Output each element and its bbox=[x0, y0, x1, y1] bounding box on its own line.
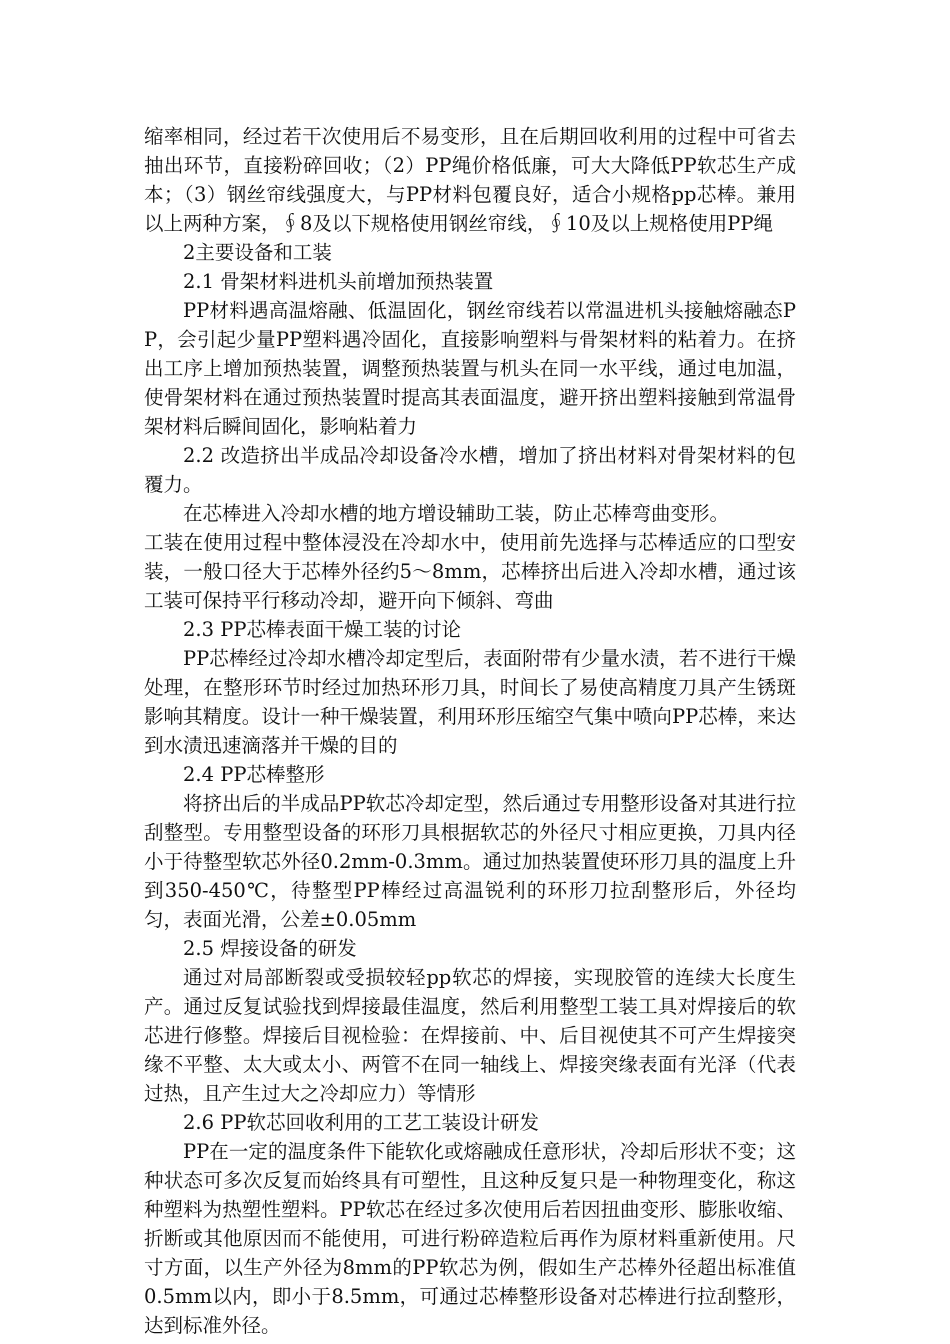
paragraph-auxiliary-tooling: 在芯棒进入冷却水槽的地方增设辅助工装，防止芯棒弯曲变形。 bbox=[183, 502, 730, 525]
paragraph-recycling: PP在一定的温度条件下能软化或熔融成任意形状，冷却后形状不变；这种状态可多次反复而始终具有可塑性，且这种反复只是一种物理变化，称这种塑料为热塑性塑料。PP软芯在经过多次使用后若因扭曲变形、膨胀收缩、折断或其他原因而不能使用，可进行粉碎造粒后再作为原材料重新使用。尺寸方面，以生产外径为8mm的PP软芯为例，假如生产芯棒外径超出标准值0.5mm以内，即小于8.5mm，可通过芯棒整形设备对芯棒进行拉刮整形，达到标准外径。 bbox=[144, 1140, 796, 1337]
paragraph-preheat: PP材料遇高温熔融、低温固化，钢丝帘线若以常温进机头接触熔融态PP，会引起少量PP塑料遇冷固化，直接影响塑料与骨架材料的粘着力。在挤出工序上增加预热装置，调整预热装置与机头在同一水平线，通过电加温，使骨架材料在通过预热装置时提高其表面温度，避开挤出塑料接触到常温骨架材料后瞬间固化，影响粘着力 bbox=[144, 299, 796, 438]
paragraph-tooling-usage: 工装在使用过程中整体浸没在冷却水中，使用前先选择与芯棒适应的口型安装，一般口径大于芯棒外径约5～8mm，芯棒挤出后进入冷却水槽，通过该工装可保持平行移动冷却，避开向下倾斜、弯曲 bbox=[144, 531, 796, 612]
section-heading-2-3: 2.3 PP芯棒表面干燥工装的讨论 bbox=[183, 618, 461, 641]
paragraph-continuation: 缩率相同，经过若干次使用后不易变形，且在后期回收利用的过程中可省去抽出环节，直接粉碎回收；（2）PP绳价格低廉，可大大降低PP软芯生产成本；（3）钢丝帘线强度大，与PP材料包覆良好，适合小规格pp芯棒。兼用以上两种方案，∮8及以下规格使用钢丝帘线，∮10及以上规格使用PP绳 bbox=[144, 125, 796, 235]
section-heading-2-2: 2.2 改造挤出半成品冷却设备冷水槽，增加了挤出材料对骨架材料的包覆力。 bbox=[144, 444, 796, 496]
document-body bbox=[144, 122, 796, 1340]
section-heading-2-4: 2.4 PP芯棒整形 bbox=[183, 763, 325, 786]
section-heading-2-1: 2.1 骨架材料进机头前增加预热装置 bbox=[183, 270, 494, 293]
paragraph-shaping: 将挤出后的半成品PP软芯冷却定型，然后通过专用整形设备对其进行拉刮整型。专用整型设备的环形刀具根据软芯的外径尺寸相应更换，刀具内径小于待整型软芯外径0.2mm-0.3mm。通过加热装置使环形刀具的温度上升到350-450℃，待整型PP棒经过高温锐利的环形刀拉刮整形后，外径均匀，表面光滑，公差±0.05mm bbox=[144, 792, 796, 931]
paragraph-drying: PP芯棒经过冷却水槽冷却定型后，表面附带有少量水渍，若不进行干燥处理，在整形环节时经过加热环形刀具，时间长了易使高精度刀具产生锈斑影响其精度。设计一种干燥装置，利用环形压缩空气集中喷向PP芯棒，来达到水渍迅速滴落并干燥的目的 bbox=[144, 647, 796, 757]
section-heading-2-6: 2.6 PP软芯回收利用的工艺工装设计研发 bbox=[183, 1111, 539, 1134]
section-heading-2-5: 2.5 焊接设备的研发 bbox=[183, 937, 357, 960]
section-heading-2: 2主要设备和工装 bbox=[183, 241, 332, 264]
paragraph-welding: 通过对局部断裂或受损较轻pp软芯的焊接，实现胶管的连续大长度生产。通过反复试验找到焊接最佳温度，然后利用整型工装工具对焊接后的软芯进行修整。焊接后目视检验：在焊接前、中、后目视使其不可产生焊接突缘不平整、太大或太小、两管不在同一轴线上、焊接突缘表面有光泽（代表过热，且产生过大之冷却应力）等情形 bbox=[144, 966, 796, 1105]
